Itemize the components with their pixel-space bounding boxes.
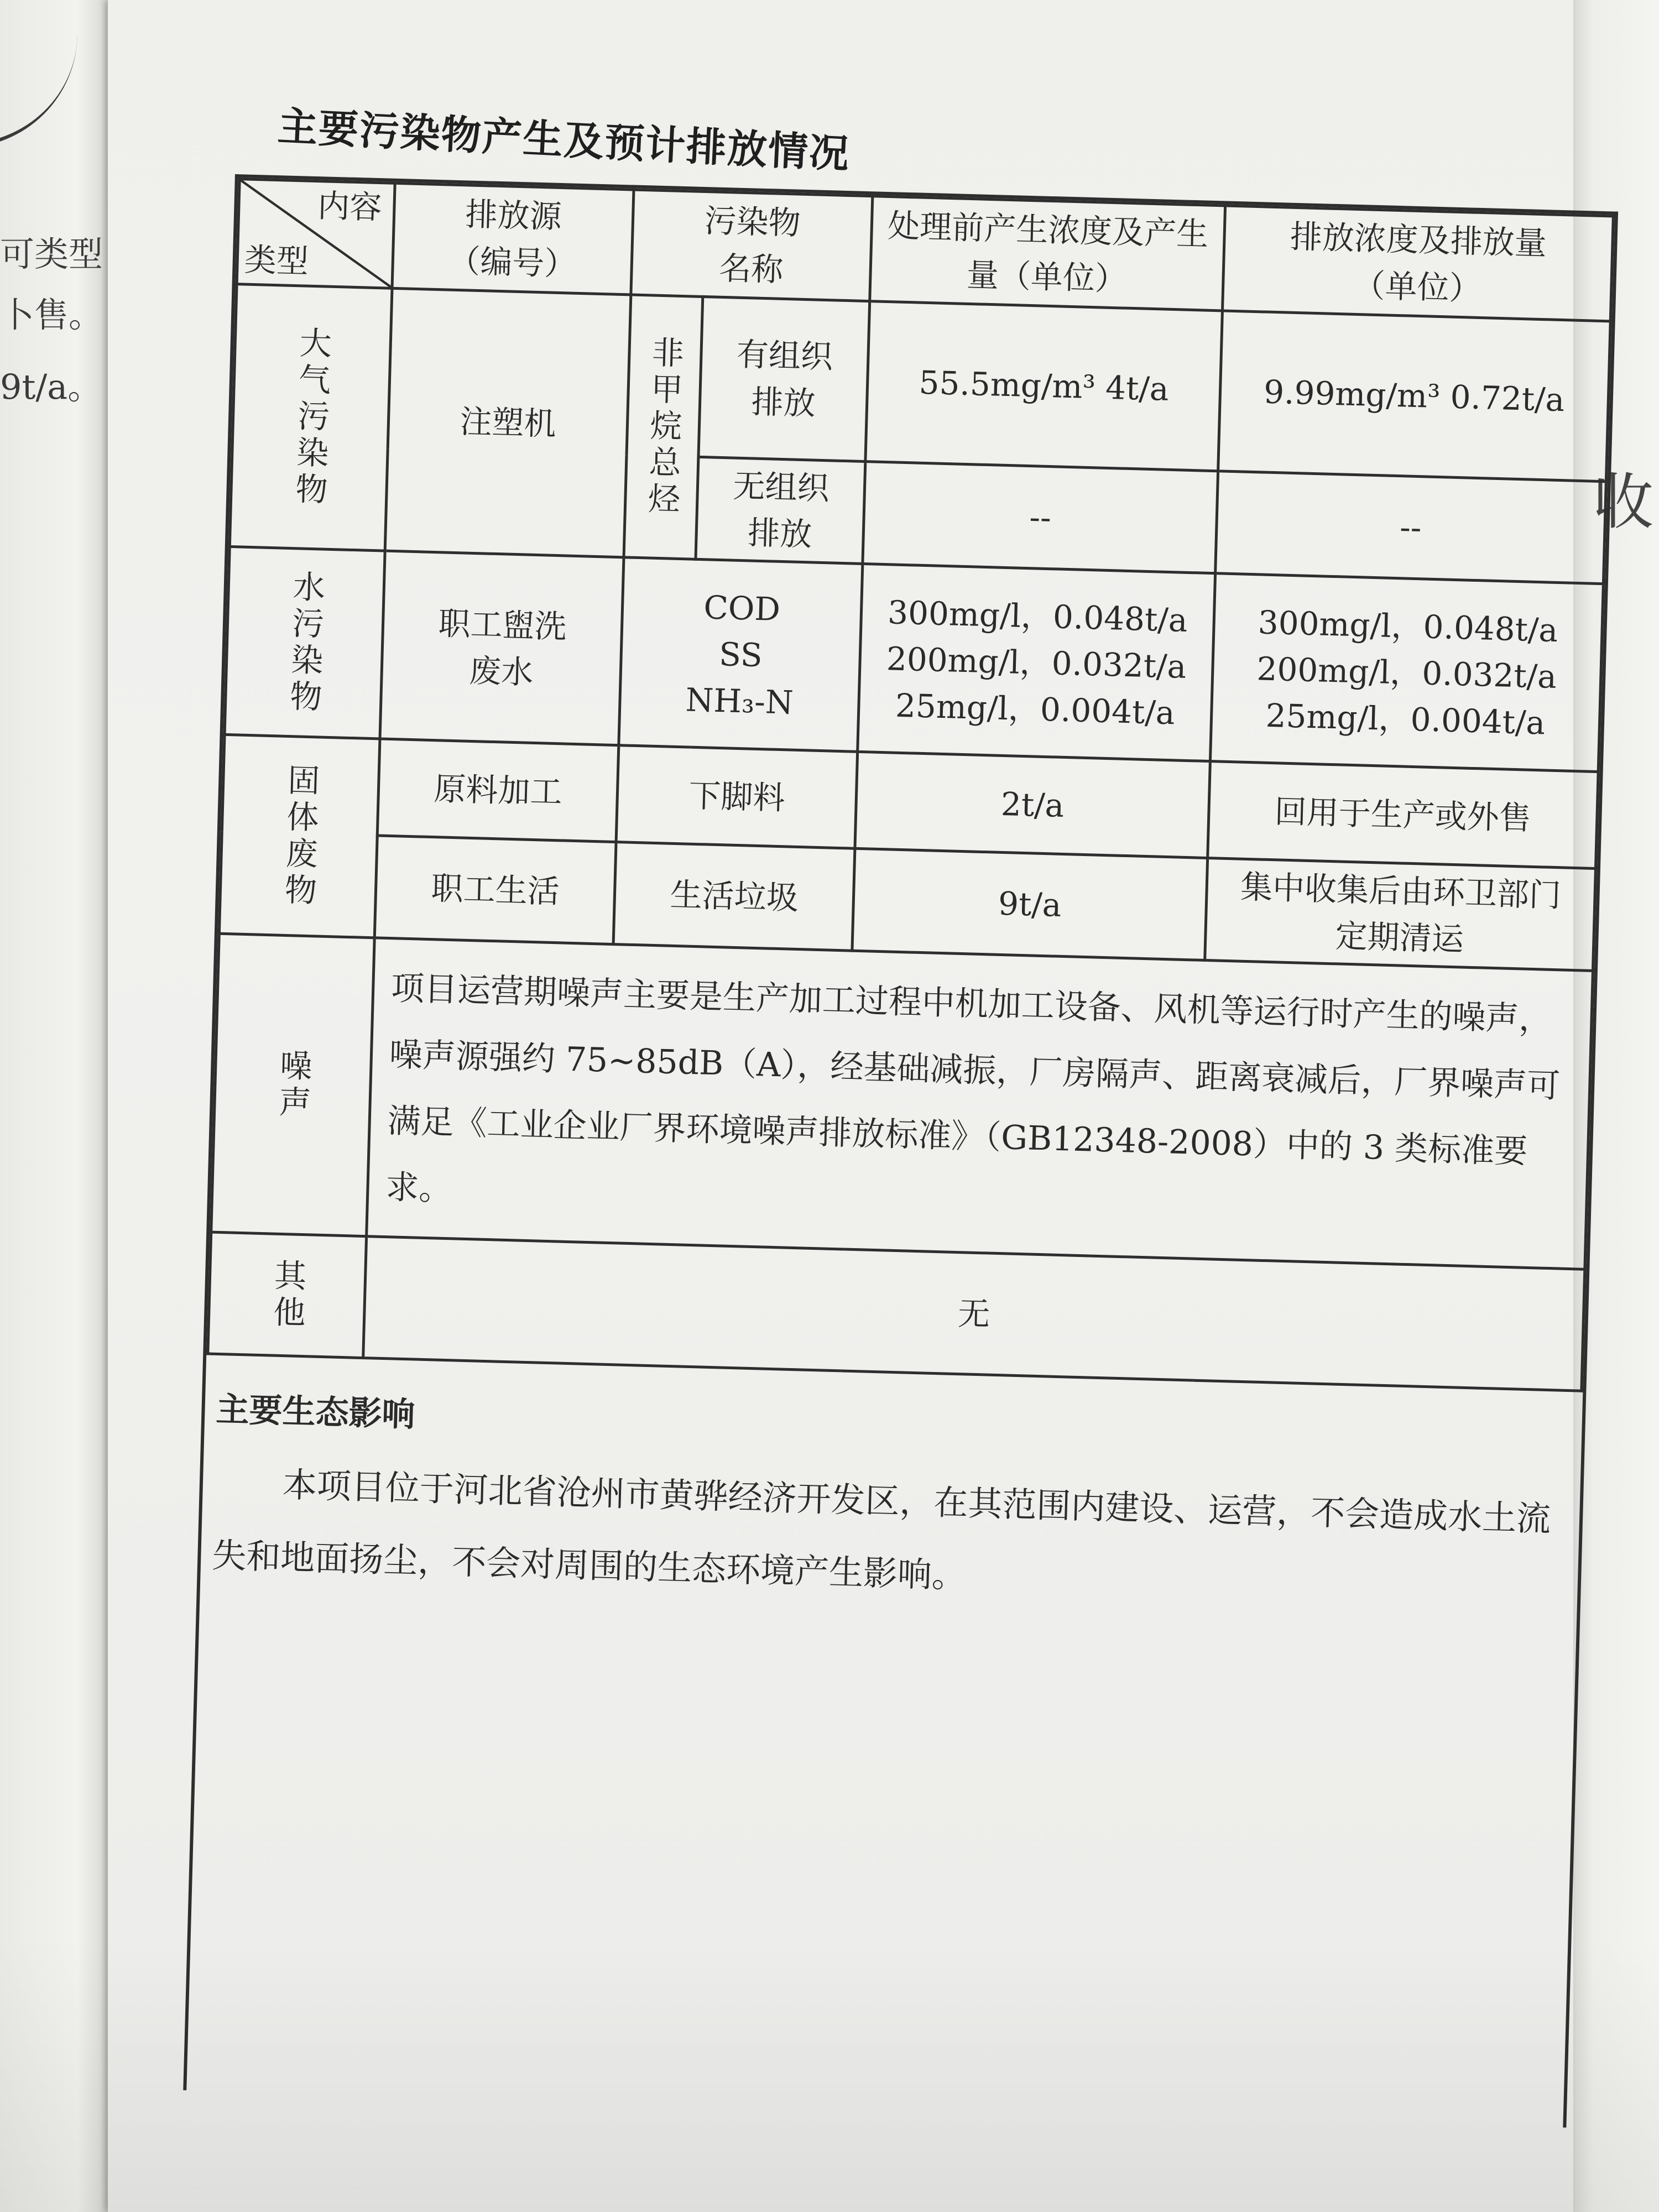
water-type-cell	[225, 547, 385, 739]
air-organized-label: 有组织 排放	[698, 296, 870, 461]
content-frame	[183, 174, 1618, 2127]
noise-type-label: 噪声	[273, 1048, 313, 1123]
ecology-section-title: 主要生态影响	[215, 1390, 416, 1434]
table-row	[225, 547, 1603, 772]
left-page-fragment: 卜售。	[0, 295, 103, 335]
header-source: 排放源 （编号）	[392, 183, 634, 295]
header-diagonal-cell	[237, 179, 395, 289]
ecology-description: 本项目位于河北省沧州市黄骅经济开发区，在其范围内建设、运营，不会造成水土流失和地面扬尘，不会对周围的生态环境产生影响。	[211, 1464, 1552, 1596]
left-page-fragment: 可类型	[0, 234, 103, 274]
water-pollutants: COD SS NH₃-N	[619, 557, 863, 752]
air-organized-after: 9.99mg/m³ 0.72t/a	[1218, 311, 1610, 482]
solid-type-cell	[219, 735, 380, 938]
header-after: 排放浓度及排放量 （单位）	[1222, 206, 1613, 321]
header-before: 处理前产生浓度及产生量（单位）	[870, 196, 1225, 311]
water-after: 300mg/l，0.048t/a 200mg/l，0.032t/a 25mg/l，0.004t/a	[1210, 573, 1603, 772]
air-source: 注塑机	[385, 288, 631, 557]
table-row	[211, 934, 1593, 1270]
air-unorganized-after: --	[1215, 471, 1606, 584]
header-content-label: 内容	[317, 187, 383, 227]
solid-source: 职工生活	[374, 836, 616, 945]
solid-source: 原料加工	[377, 739, 619, 842]
other-description: 无	[363, 1237, 1585, 1391]
air-unorganized-before: --	[863, 462, 1218, 573]
noise-type-cell	[211, 934, 374, 1237]
air-unorganized-label: 无组织 排放	[696, 457, 865, 564]
document-page	[108, 0, 1573, 2212]
air-pollutant-cell	[624, 295, 702, 560]
left-page	[0, 0, 111, 2212]
noise-description: 项目运营期噪声主要是生产加工过程中机加工设备、风机等运行时产生的噪声，噪声源强约 75~85dB（A），经基础减振，厂房隔声、距离衰减后，厂界噪声可满足《工业企业厂界环境噪声排放标准》（GB12348-2008）中的 3 类标准要求。	[367, 938, 1593, 1269]
solid-amount: 9t/a	[852, 848, 1207, 960]
air-organized-before: 55.5mg/m³ 4t/a	[865, 301, 1222, 471]
solid-pollutant: 生活垃圾	[613, 842, 855, 951]
left-page-fragment: 9t/a。	[0, 367, 102, 407]
page-title: 主要污染物产生及预计排放情况	[276, 102, 851, 178]
header-pollutant: 污染物 名称	[631, 190, 873, 301]
air-pollutant-name: 非甲烷总烃	[641, 335, 685, 519]
other-type-label: 其他	[267, 1258, 307, 1333]
water-before: 300mg/l，0.048t/a 200mg/l，0.032t/a 25mg/l，0.004t/a	[858, 564, 1215, 761]
solid-disposal: 回用于生产或外售	[1207, 761, 1598, 869]
air-type-label: 大气污染物	[289, 326, 332, 509]
pollution-table	[206, 178, 1615, 1392]
header-type-label: 类型	[243, 241, 309, 280]
left-page-curve-line	[0, 33, 77, 148]
water-source: 职工盥洗 废水	[380, 551, 624, 745]
solid-pollutant: 下脚料	[616, 745, 858, 849]
water-type-label: 水污染物	[284, 569, 326, 717]
solid-disposal: 集中收集后由环卫部门 定期清运	[1204, 858, 1595, 971]
other-type-cell	[208, 1232, 367, 1358]
right-page-fragment: 收	[1593, 467, 1653, 538]
air-type-cell	[229, 284, 392, 551]
solid-amount: 2t/a	[855, 752, 1210, 858]
solid-type-label: 固体废物	[279, 763, 321, 910]
